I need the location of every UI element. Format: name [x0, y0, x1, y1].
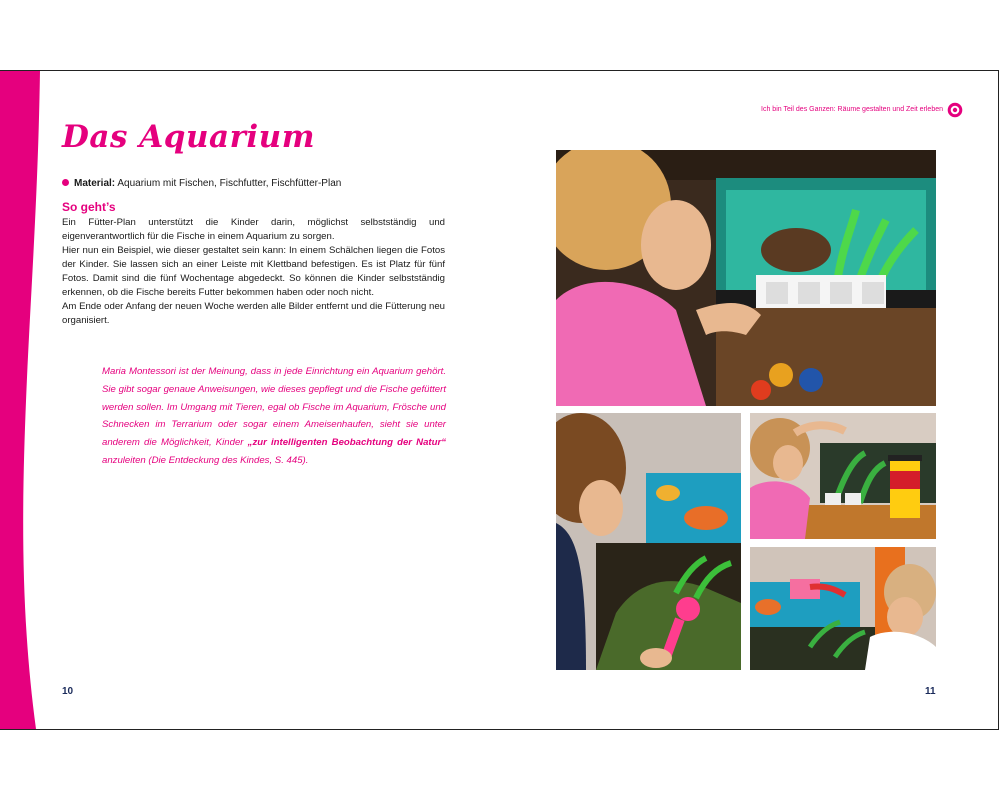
body-text — [62, 216, 445, 328]
section-heading: So geht’s — [62, 200, 116, 214]
material-text: Aquarium mit Fischen, Fischfutter, Fischfütter-Plan — [117, 178, 342, 189]
running-header: Ich bin Teil des Ganzen: Räume gestalten und Zeit erleben — [761, 106, 943, 113]
page-number-left: 10 — [62, 686, 74, 697]
photo-girl-with-fish-food — [750, 413, 936, 539]
quote-text: Maria Montessori ist der Meinung, dass in jede Einrichtung ein Aquarium gehört. Sie gibt sogar genaue Anweisungen, wie dieses gepflegt und die Fische gefüttert werden sollen. Im Umgang mit Tieren, egal ob Fische im Aquarium, Frösche und Schnecken im Terrarium oder sogar einem Ameisenhaufen, sieht sie unter anderem die Möglichkeit, Kinder — [102, 366, 446, 449]
paragraph: Am Ende oder Anfang der neuen Woche werden alle Bilder entfernt und die Fütterung neu organisiert. — [62, 301, 445, 326]
page-number-right: 11 — [925, 686, 936, 697]
paragraph: Hier nun ein Beispiel, wie dieser gestaltet sein kann: In einem Schälchen liegen die Fotos der Kinder. Sie lassen sich an einer Leiste mit Klettband befestigen. Es ist Platz für fünf Fotos. Damit sind die fünf Wochentage abgedeckt. So können die Kinder selbstständig erkennen, ob die Fische bereits Futter bekommen haben oder noch nicht. — [62, 245, 445, 298]
photo-girl-at-aquarium — [556, 150, 936, 406]
flower-icon — [947, 102, 963, 118]
montessori-quote — [102, 363, 446, 470]
bullet-icon — [62, 179, 69, 186]
photo-child-observing-aquarium — [750, 547, 936, 670]
material-line — [62, 178, 341, 189]
paragraph: Ein Fütter-Plan unterstützt die Kinder darin, möglichst selbstständig und eigenverantwortlich für die Fische in einem Aquarium zu sorgen. — [62, 217, 445, 242]
quote-text-end: anzuleiten (Die Entdeckung des Kindes, S. 445). — [102, 454, 309, 466]
book-spread — [0, 70, 999, 730]
decorative-pink-band — [0, 71, 60, 729]
photo-child-feeding-fish — [556, 413, 741, 670]
page-title: Das Aquarium — [62, 119, 316, 155]
material-label: Material: — [74, 178, 116, 189]
quote-emphasis: „zur intelligenten Beobachtung der Natur“ — [247, 437, 447, 449]
